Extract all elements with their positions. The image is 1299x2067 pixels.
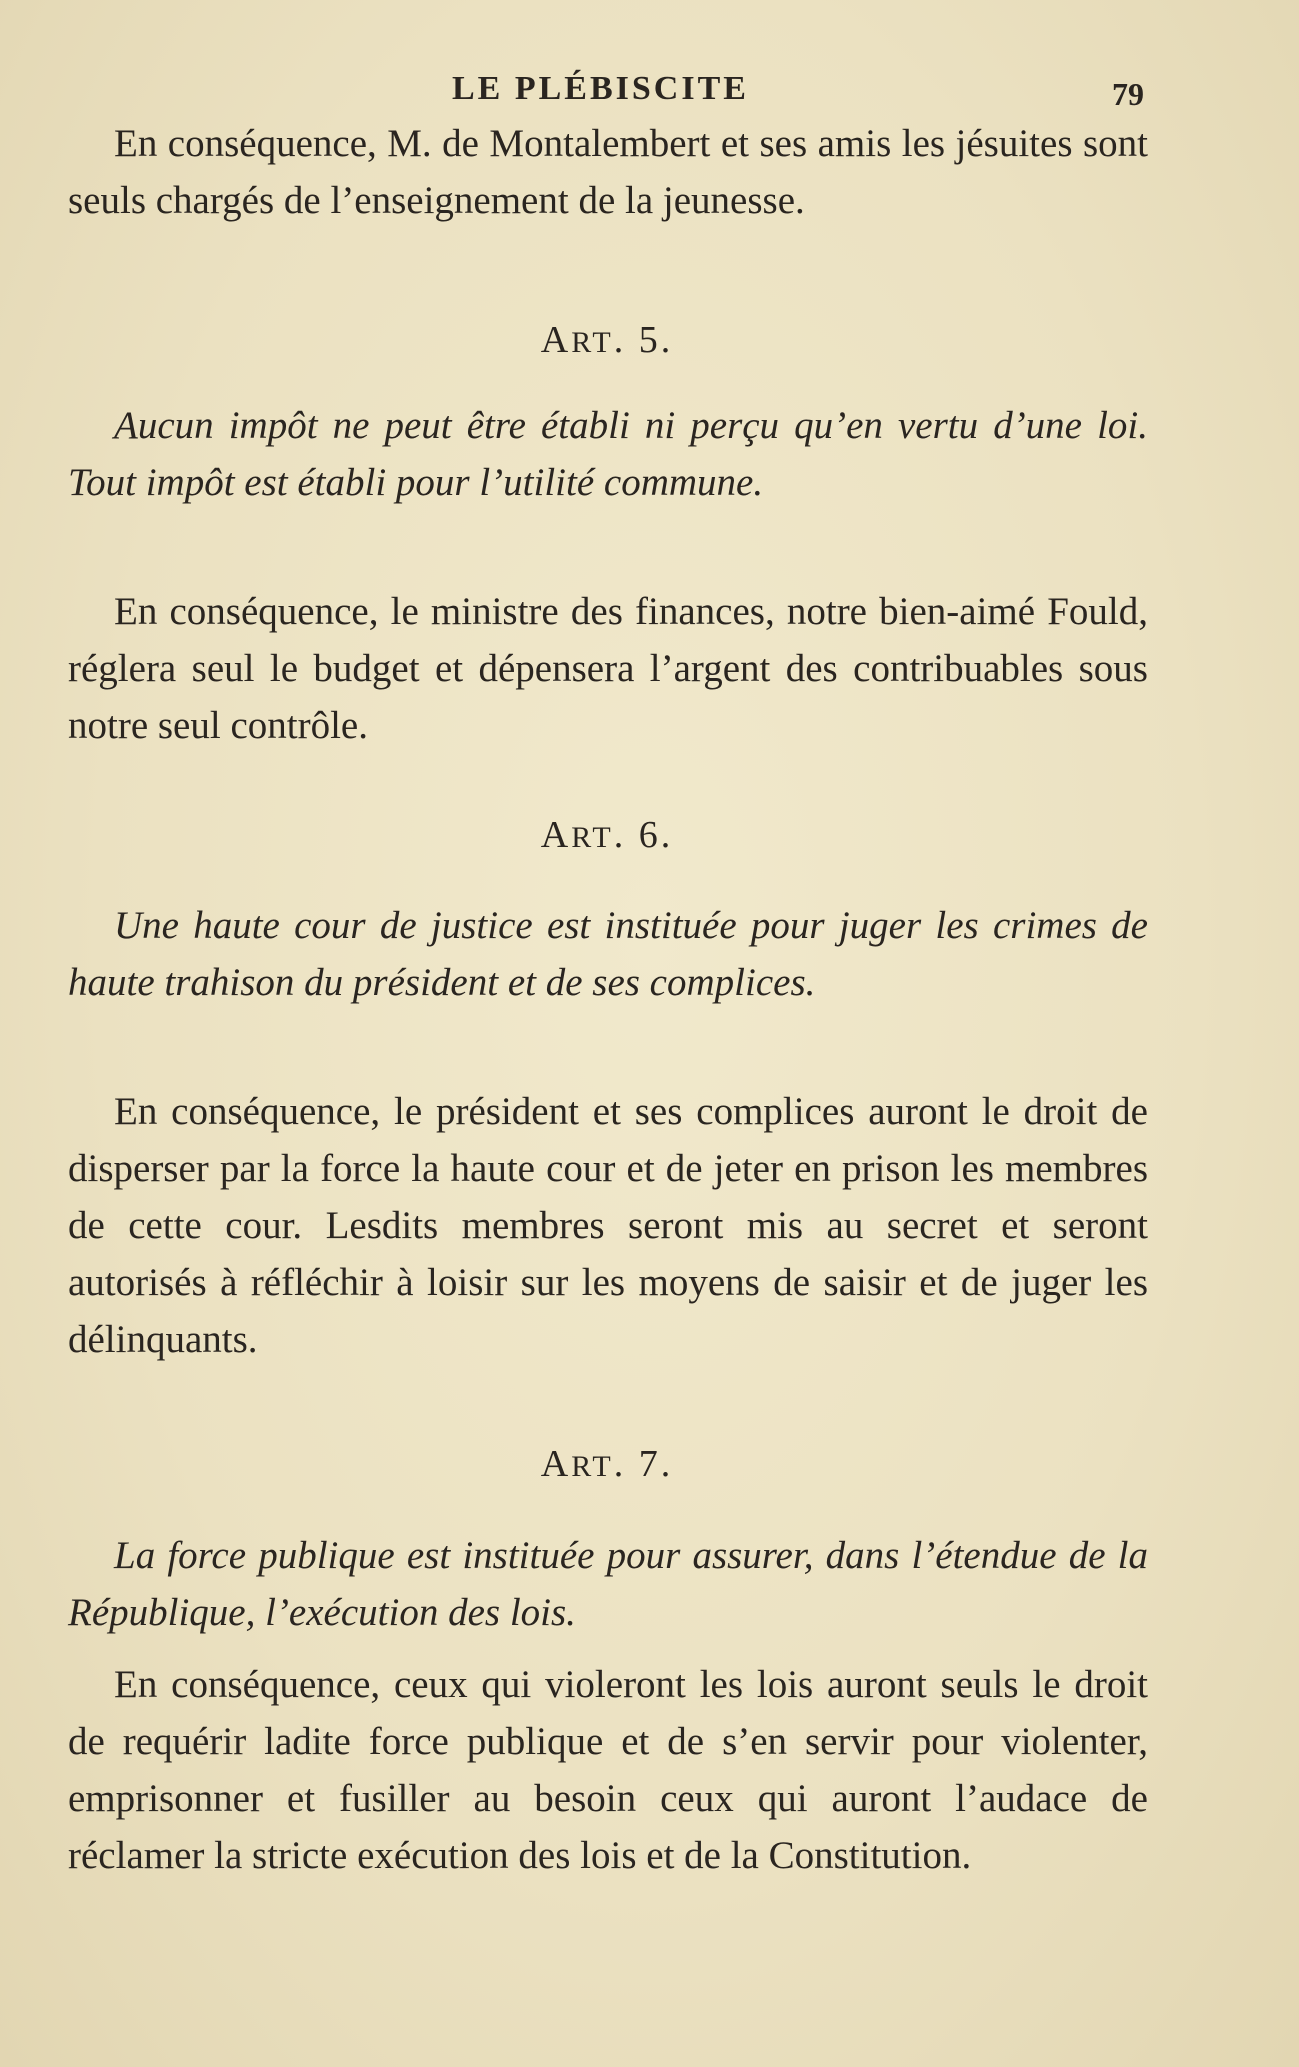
heading-article-5-initial: A (540, 319, 572, 361)
paragraph-consequence-haute-cour: En conséquence, le président et ses complices auront le droit de disperser par la force la haute cour et de jeter en prison les membres de cette cour. Lesdits membres seront mis au secret et seront autorisés à réfléchir à loisir sur les moyens de saisir et de juger les délinquants. (68, 1090, 1148, 1361)
running-head (0, 66, 1299, 116)
heading-article-6-number: . 6. (613, 814, 674, 856)
heading-article-7 (0, 1442, 1214, 1486)
heading-article-6 (0, 813, 1214, 857)
paragraph-article-6-text: Une haute cour de justice est instituée pour juger les crimes de haute trahison du président et de ses complices. (68, 904, 1148, 1004)
heading-article-5 (0, 318, 1214, 362)
heading-article-6-rest: RT (571, 821, 614, 854)
heading-article-6-initial: A (540, 814, 572, 856)
heading-article-5-rest: RT (571, 326, 614, 359)
paragraph-article-7-text: La force publique est instituée pour assurer, dans l’étendue de la République, l’exécution des lois. (68, 1534, 1148, 1634)
heading-article-7-rest: RT (571, 1450, 614, 1483)
paragraph-consequence-force-publique: En conséquence, ceux qui violeront les lois auront seuls le droit de requérir ladite force publique et de s’en servir pour violenter, emprisonner et fusiller au besoin ceux qui auront l’audace de réclamer la stricte exécution des lois et de la Constitution. (68, 1663, 1148, 1877)
heading-article-7-initial: A (540, 1443, 572, 1485)
heading-article-7-number: . 7. (613, 1443, 674, 1485)
running-title: LE PLÉBISCITE (452, 70, 749, 107)
paragraph-consequence-fould: En conséquence, le ministre des finances, notre bien-aimé Fould, réglera seul le budget et dépensera l’argent des contribuables sous notre seul contrôle. (68, 590, 1148, 747)
paragraph-consequence-jesuites: En conséquence, M. de Montalembert et ses amis les jésuites sont seuls chargés de l’enseignement de la jeunesse. (68, 122, 1148, 222)
heading-article-5-number: . 5. (613, 319, 674, 361)
page-number: 79 (1112, 76, 1144, 112)
paragraph-article-5-text: Aucun impôt ne peut être établi ni perçu qu’en vertu d’une loi. Tout impôt est établi pour l’utilité commune. (68, 404, 1148, 504)
